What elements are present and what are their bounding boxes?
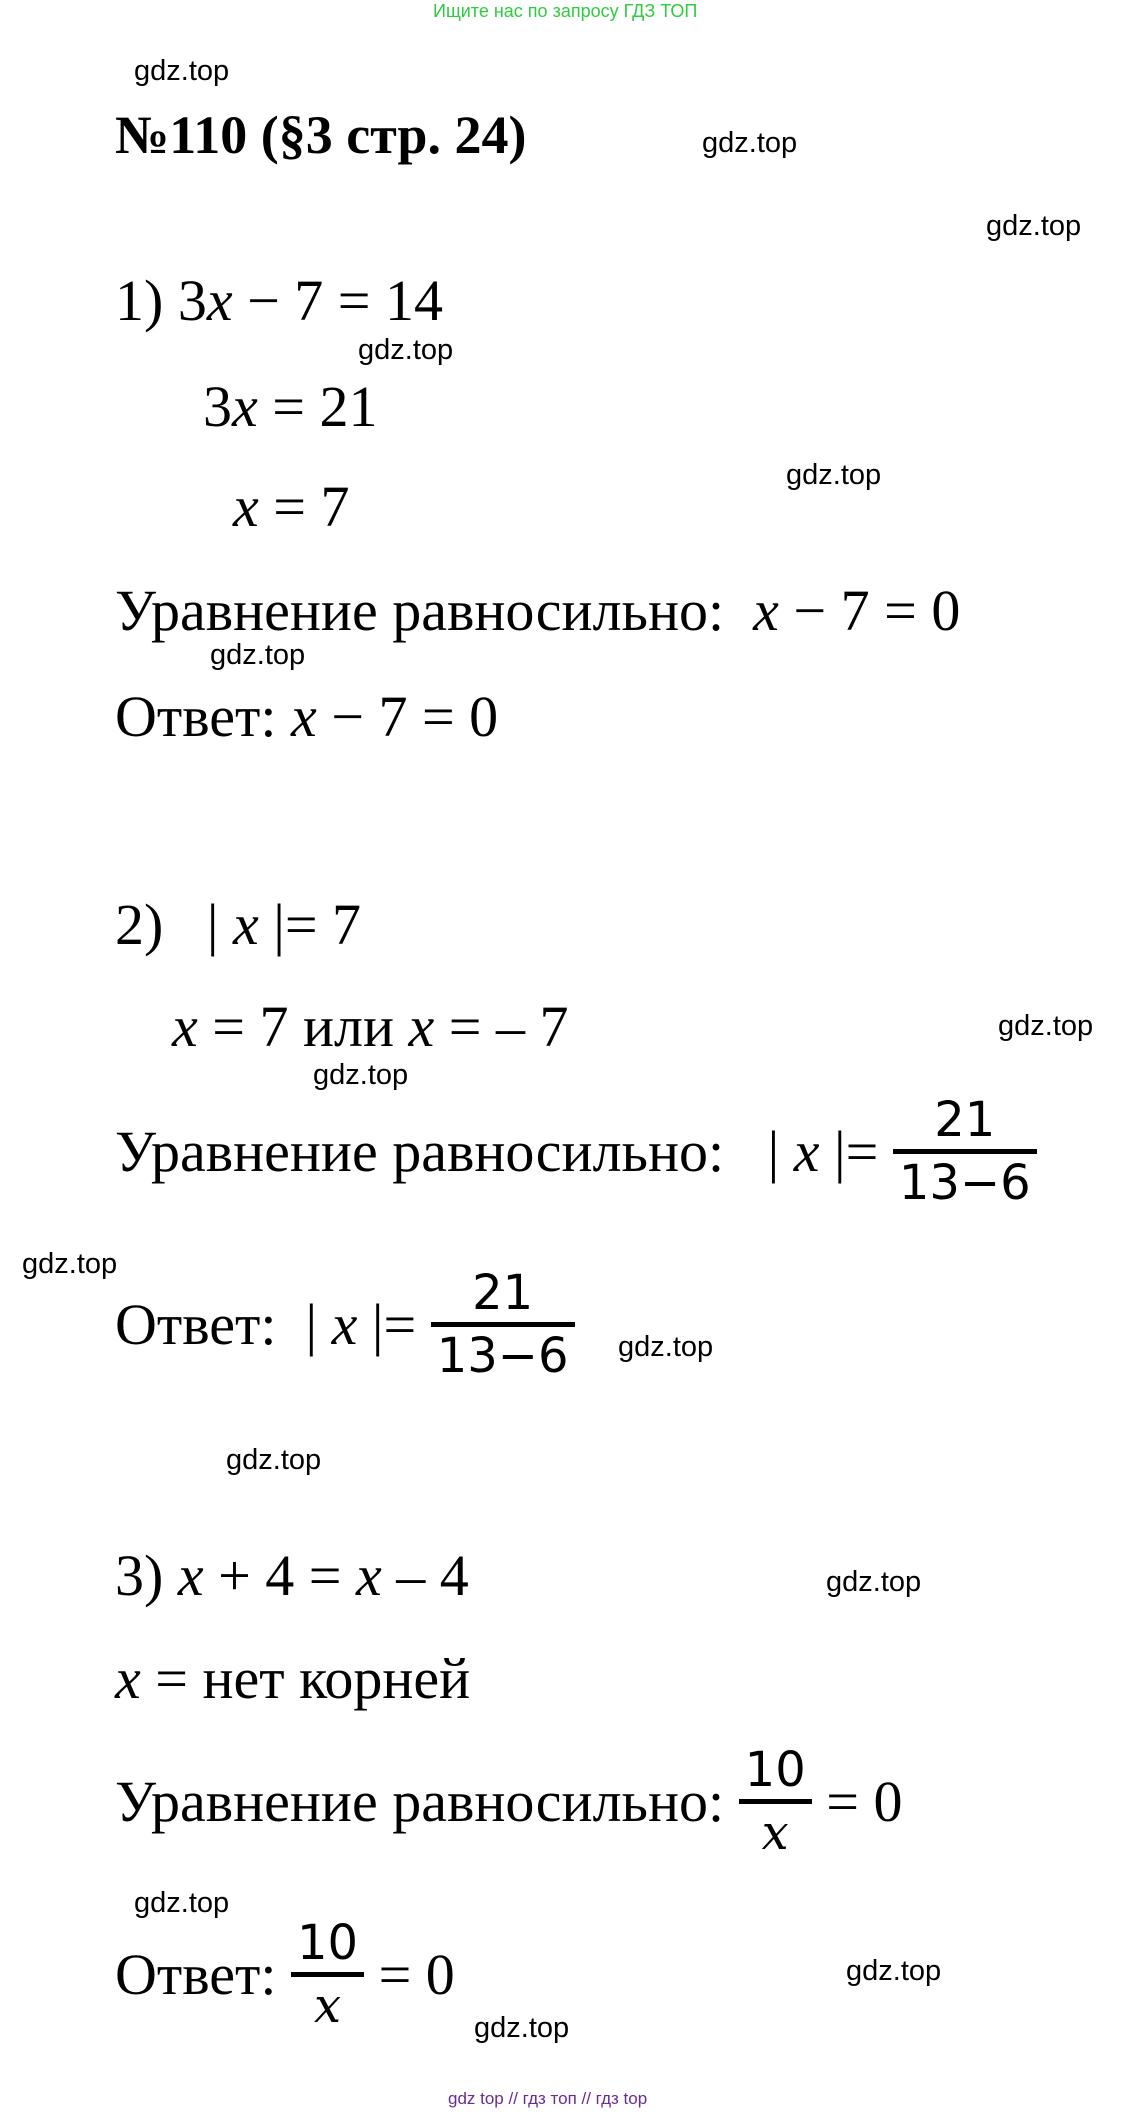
part1-equation: 1) 3x − 7 = 14 [115, 268, 443, 333]
watermark: gdz.top [618, 1331, 714, 1363]
watermark: gdz.top [702, 127, 798, 159]
part2-answer-fraction: 21 13−6 [431, 1268, 575, 1382]
watermark: gdz.top [826, 1566, 922, 1598]
part3-answer: Ответ: 10 x = 0 [115, 1915, 455, 2035]
part3-answer-fraction: 10 x [291, 1918, 364, 2032]
watermark: gdz.top [226, 1444, 322, 1476]
part1-step1: 3x = 21 [203, 374, 378, 439]
watermark: gdz.top [474, 2012, 570, 2044]
part2-equivalent: Уравнение равносильно: | x |= 21 13−6 [115, 1095, 1037, 1209]
part3-equation: 3) x + 4 = x – 4 [115, 1543, 469, 1608]
part1-answer: Ответ: x − 7 = 0 [115, 684, 499, 749]
part3-fraction: 10 x [739, 1745, 812, 1859]
watermark: gdz.top [846, 1955, 942, 1987]
part2-solution: x = 7 или x = – 7 [172, 994, 569, 1059]
watermark: gdz.top [313, 1059, 409, 1091]
watermark: gdz.top [134, 1887, 230, 1919]
watermark: gdz.top [998, 1010, 1094, 1042]
watermark: gdz.top [134, 55, 230, 87]
part1-equivalent: Уравнение равносильно: x − 7 = 0 [115, 578, 961, 643]
part2-fraction: 21 13−6 [893, 1095, 1037, 1209]
watermark: gdz.top [210, 639, 306, 671]
footer-links[interactable]: gdz top // гдз топ // гдз top [448, 2089, 648, 2108]
part3-roots: x = нет корней [115, 1646, 471, 1711]
watermark: gdz.top [22, 1248, 118, 1280]
part1-step2: x = 7 [233, 474, 350, 539]
top-search-note[interactable]: Ищите нас по запросу ГДЗ ТОП [433, 1, 698, 21]
watermark: gdz.top [786, 459, 882, 491]
page-title: №110 (§3 стр. 24) [115, 105, 527, 165]
watermark: gdz.top [986, 210, 1082, 242]
watermark: gdz.top [358, 334, 454, 366]
part2-answer: Ответ: | x |= 21 13−6 [115, 1268, 575, 1382]
part3-equivalent: Уравнение равносильно: 10 x = 0 [115, 1742, 903, 1862]
part2-equation: 2) | x |= 7 [115, 892, 362, 957]
